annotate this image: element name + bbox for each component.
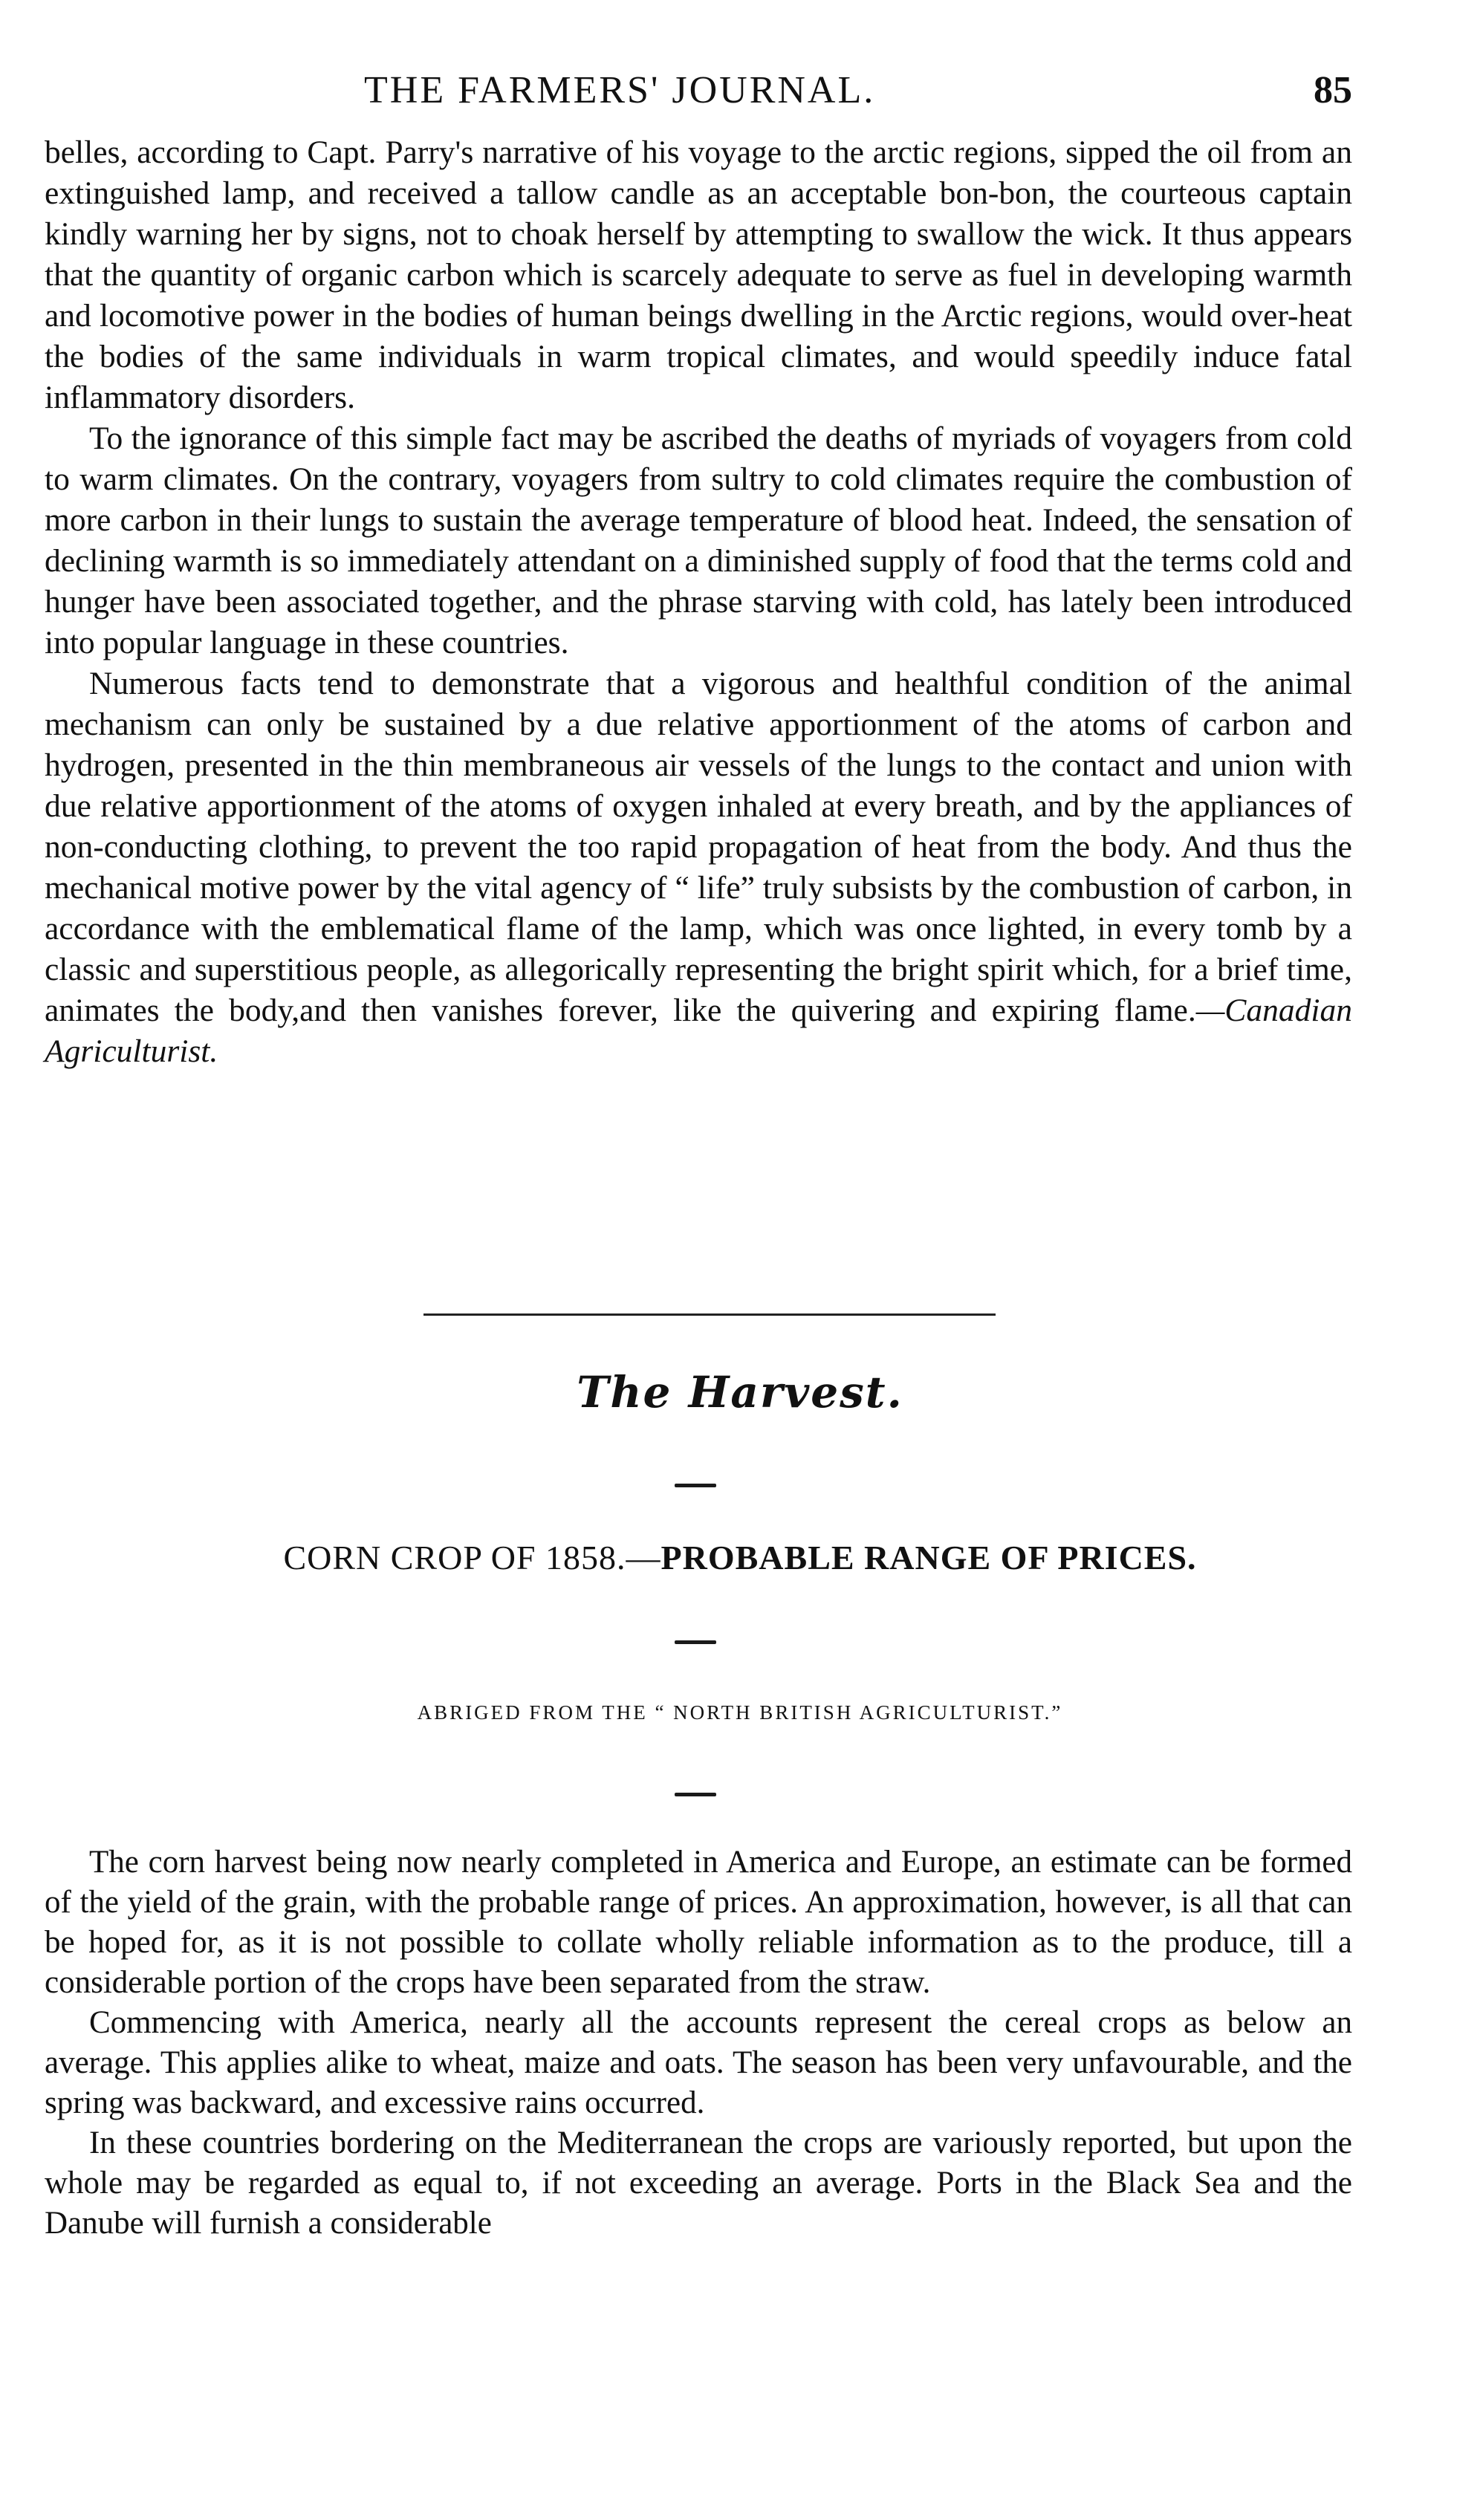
running-title: THE FARMERS' JOURNAL. [364, 69, 876, 111]
short-rule [675, 1484, 716, 1487]
section-divider [423, 1313, 996, 1316]
short-rule [675, 1793, 716, 1796]
paragraph-text: Numerous facts tend to demonstrate that a vigorous and healthful condition of the animal mechanism can only be sustained by a due relative apportionment of the atoms of carbon and hydrogen, presented in the thin membraneous air vessels of the lungs to the contact and union with due relative apportionment of the atoms of oxygen inhaled at every breath, and by the appliances of non-conducting clothing, to prevent the too rapid propagation of heat from the body. And thus the mechanical motive power by the vital agency of “ life” truly subsists by the combustion of carbon, in accordance with the emblematical flame of the lamp, which was once lighted, in every tomb by a classic and superstitious people, as allegorically representing the bright spirit which, for a brief time, animates the body,and then vanishes forever, like the quivering and expiring flame. [45, 666, 1352, 1028]
article-heading [0, 1538, 1480, 1577]
source-attribution: —Canadian Agriculturist. [45, 993, 1352, 1069]
page-header [45, 68, 1352, 120]
article-subheading: ABRIGED FROM THE “ NORTH BRITISH AGRICULTURIST.” [417, 1701, 1063, 1724]
article-body [45, 1842, 1352, 2244]
paragraph: The corn harvest being now nearly completed in America and Europe, an estimate can be formed of the yield of the grain, with the probable range of prices. An approximation, however, is all that can be hoped for, as it is not possible to collate wholly reliable information as to the produce, till a considerable portion of the crops have been separated from the straw. [45, 1845, 1352, 2000]
article-continuation [45, 132, 1352, 1072]
paragraph: In these countries bordering on the Mediterranean the crops are variously reported, but upon the whole may be regarded as equal to, if not exceeding an average. Ports in the Black Sea and the Danube will furnish a considerable [45, 2126, 1352, 2241]
paragraph: Commencing with America, nearly all the accounts represent the cereal crops as below an average. This applies alike to wheat, maize and oats. The season has been very unfavourable, and the spring was backward, and excessive rains occurred. [45, 2005, 1352, 2120]
short-rule [675, 1640, 716, 1644]
section-title: The Harvest. [577, 1367, 903, 1418]
paragraph: belles, according to Capt. Parry's narrative of his voyage to the arctic regions, sipped the oil from an extinguished lamp, and received a tallow candle as an acceptable bon-bon, the courteous captain kindly warning her by signs, not to choak herself by attempting to swallow the wick. It thus appears that the quantity of organic carbon which is scarcely adequate to serve as fuel in developing warmth and locomotive power in the bodies of human beings dwelling in the Arctic regions, would over-heat the bodies of the same individuals in warm tropical climates, and would speedily induce fatal inflammatory disorders. [45, 134, 1352, 415]
page-number: 85 [1314, 69, 1352, 111]
article-heading-part1: CORN CROP OF 1858.— [283, 1539, 661, 1576]
article-heading-part2: PROBABLE RANGE OF PRICES. [661, 1539, 1197, 1576]
paragraph: To the ignorance of this simple fact may be ascribed the deaths of myriads of voyagers from cold to warm climates. On the contrary, voyagers from sultry to cold climates require the combustion of more carbon in their lungs to sustain the average temperature of blood heat. Indeed, the sensation of declining warmth is so immediately attendant on a diminished supply of food that the terms cold and hunger have been associated together, and the phrase starving with cold, has lately been introduced into popular language in these countries. [45, 420, 1352, 660]
paragraph [45, 663, 1352, 1072]
